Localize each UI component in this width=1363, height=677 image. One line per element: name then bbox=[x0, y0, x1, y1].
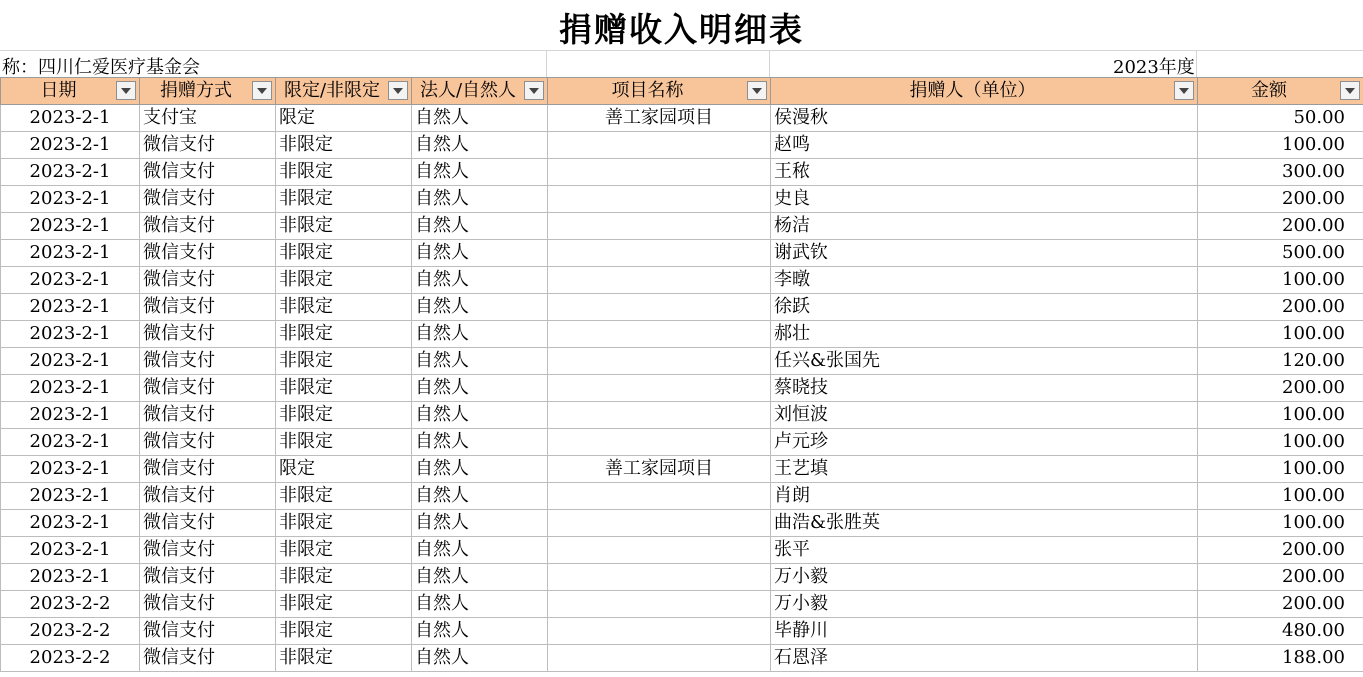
donor-type-cell[interactable]: 自然人 bbox=[412, 618, 548, 645]
method-cell[interactable]: 微信支付 bbox=[140, 537, 276, 564]
method-cell[interactable]: 微信支付 bbox=[140, 591, 276, 618]
column-header-label: 法人/自然人 bbox=[419, 80, 517, 101]
method-cell[interactable]: 微信支付 bbox=[140, 483, 276, 510]
table-row bbox=[1, 645, 1363, 672]
amount-cell[interactable]: 50.00 bbox=[1198, 105, 1363, 132]
dropdown-arrow-icon bbox=[529, 88, 539, 94]
amount-cell[interactable]: 100.00 bbox=[1198, 321, 1363, 348]
project-cell[interactable] bbox=[548, 564, 771, 591]
donor-cell[interactable]: 郝壮 bbox=[771, 321, 1198, 348]
donor-cell[interactable]: 徐跃 bbox=[771, 294, 1198, 321]
method-cell[interactable]: 微信支付 bbox=[140, 645, 276, 672]
donor-cell[interactable]: 石恩泽 bbox=[771, 645, 1198, 672]
date-cell[interactable]: 2023-2-2 bbox=[1, 645, 140, 672]
column-header[interactable] bbox=[412, 78, 548, 105]
filter-dropdown-button[interactable] bbox=[388, 81, 408, 100]
column-header[interactable] bbox=[1, 78, 140, 105]
donor-type-cell[interactable]: 自然人 bbox=[412, 321, 548, 348]
donor-cell[interactable]: 杨洁 bbox=[771, 213, 1198, 240]
dropdown-arrow-icon bbox=[257, 88, 267, 94]
project-cell[interactable] bbox=[548, 159, 771, 186]
date-cell[interactable]: 2023-2-1 bbox=[1, 240, 140, 267]
filter-dropdown-button[interactable] bbox=[252, 81, 272, 100]
project-cell[interactable] bbox=[548, 429, 771, 456]
restriction-cell[interactable]: 非限定 bbox=[276, 132, 412, 159]
project-cell[interactable]: 善工家园项目 bbox=[548, 456, 771, 483]
column-header-label: 限定/非限定 bbox=[283, 80, 381, 101]
project-cell[interactable] bbox=[548, 537, 771, 564]
amount-cell[interactable]: 100.00 bbox=[1198, 132, 1363, 159]
donor-type-cell[interactable]: 自然人 bbox=[412, 375, 548, 402]
cell-divider bbox=[769, 50, 770, 77]
restriction-cell[interactable]: 非限定 bbox=[276, 483, 412, 510]
fiscal-year-label[interactable]: 2023年度 bbox=[1113, 57, 1195, 78]
column-header[interactable] bbox=[140, 78, 276, 105]
restriction-cell[interactable]: 非限定 bbox=[276, 213, 412, 240]
date-cell[interactable]: 2023-2-2 bbox=[1, 591, 140, 618]
method-cell[interactable]: 微信支付 bbox=[140, 132, 276, 159]
donor-type-cell[interactable]: 自然人 bbox=[412, 510, 548, 537]
donor-type-cell[interactable]: 自然人 bbox=[412, 456, 548, 483]
donor-cell[interactable]: 王秾 bbox=[771, 159, 1198, 186]
table-row bbox=[1, 186, 1363, 213]
info-row bbox=[0, 50, 1363, 78]
donor-type-cell[interactable]: 自然人 bbox=[412, 402, 548, 429]
donor-cell[interactable]: 王艺填 bbox=[771, 456, 1198, 483]
amount-cell[interactable]: 300.00 bbox=[1198, 159, 1363, 186]
column-header-label: 捐赠人（单位） bbox=[909, 80, 1036, 101]
table-row bbox=[1, 510, 1363, 537]
restriction-cell[interactable]: 非限定 bbox=[276, 159, 412, 186]
project-cell[interactable] bbox=[548, 132, 771, 159]
filter-dropdown-button[interactable] bbox=[747, 81, 767, 100]
project-cell[interactable] bbox=[548, 402, 771, 429]
donor-cell[interactable]: 曲浩&张胜英 bbox=[771, 510, 1198, 537]
date-cell[interactable]: 2023-2-1 bbox=[1, 456, 140, 483]
table-row bbox=[1, 429, 1363, 456]
table-row bbox=[1, 537, 1363, 564]
donor-type-cell[interactable]: 自然人 bbox=[412, 105, 548, 132]
method-cell[interactable]: 微信支付 bbox=[140, 618, 276, 645]
amount-cell[interactable]: 500.00 bbox=[1198, 240, 1363, 267]
restriction-cell[interactable]: 非限定 bbox=[276, 645, 412, 672]
method-cell[interactable]: 微信支付 bbox=[140, 429, 276, 456]
donor-cell[interactable]: 侯漫秋 bbox=[771, 105, 1198, 132]
table-row bbox=[1, 618, 1363, 645]
method-cell[interactable]: 微信支付 bbox=[140, 375, 276, 402]
restriction-cell[interactable]: 非限定 bbox=[276, 240, 412, 267]
method-cell[interactable]: 微信支付 bbox=[140, 348, 276, 375]
donor-cell[interactable]: 赵鸣 bbox=[771, 132, 1198, 159]
date-cell[interactable]: 2023-2-1 bbox=[1, 294, 140, 321]
project-cell[interactable] bbox=[548, 618, 771, 645]
table-row bbox=[1, 402, 1363, 429]
amount-cell[interactable]: 200.00 bbox=[1198, 564, 1363, 591]
amount-cell[interactable]: 100.00 bbox=[1198, 402, 1363, 429]
column-header-label: 项目名称 bbox=[611, 80, 684, 101]
method-cell[interactable]: 微信支付 bbox=[140, 159, 276, 186]
amount-cell[interactable]: 200.00 bbox=[1198, 213, 1363, 240]
date-cell[interactable]: 2023-2-1 bbox=[1, 510, 140, 537]
dropdown-arrow-icon bbox=[752, 88, 762, 94]
project-cell[interactable] bbox=[548, 240, 771, 267]
table-row bbox=[1, 213, 1363, 240]
donor-type-cell[interactable]: 自然人 bbox=[412, 537, 548, 564]
donor-type-cell[interactable]: 自然人 bbox=[412, 159, 548, 186]
donor-cell[interactable]: 任兴&张国先 bbox=[771, 348, 1198, 375]
donor-type-cell[interactable]: 自然人 bbox=[412, 294, 548, 321]
project-cell[interactable]: 善工家园项目 bbox=[548, 105, 771, 132]
project-cell[interactable] bbox=[548, 591, 771, 618]
table-row bbox=[1, 240, 1363, 267]
table-row bbox=[1, 132, 1363, 159]
date-cell[interactable]: 2023-2-1 bbox=[1, 186, 140, 213]
donor-type-cell[interactable]: 自然人 bbox=[412, 483, 548, 510]
restriction-cell[interactable]: 非限定 bbox=[276, 375, 412, 402]
donor-cell[interactable]: 谢武钦 bbox=[771, 240, 1198, 267]
project-cell[interactable] bbox=[548, 321, 771, 348]
donor-cell[interactable]: 卢元珍 bbox=[771, 429, 1198, 456]
dropdown-arrow-icon bbox=[1179, 88, 1189, 94]
method-cell[interactable]: 微信支付 bbox=[140, 321, 276, 348]
project-cell[interactable] bbox=[548, 186, 771, 213]
date-cell[interactable]: 2023-2-1 bbox=[1, 132, 140, 159]
method-cell[interactable]: 微信支付 bbox=[140, 402, 276, 429]
date-cell[interactable]: 2023-2-1 bbox=[1, 375, 140, 402]
restriction-cell[interactable]: 限定 bbox=[276, 105, 412, 132]
donor-type-cell[interactable]: 自然人 bbox=[412, 132, 548, 159]
method-cell[interactable]: 微信支付 bbox=[140, 186, 276, 213]
column-header[interactable] bbox=[1198, 78, 1363, 105]
column-header[interactable] bbox=[771, 78, 1198, 105]
method-cell[interactable]: 微信支付 bbox=[140, 564, 276, 591]
method-cell[interactable]: 微信支付 bbox=[140, 456, 276, 483]
restriction-cell[interactable]: 限定 bbox=[276, 456, 412, 483]
donor-type-cell[interactable]: 自然人 bbox=[412, 267, 548, 294]
restriction-cell[interactable]: 非限定 bbox=[276, 429, 412, 456]
donor-type-cell[interactable]: 自然人 bbox=[412, 240, 548, 267]
column-header-label: 日期 bbox=[40, 80, 77, 101]
restriction-cell[interactable]: 非限定 bbox=[276, 348, 412, 375]
amount-cell[interactable]: 480.00 bbox=[1198, 618, 1363, 645]
donor-type-cell[interactable]: 自然人 bbox=[412, 186, 548, 213]
donor-cell[interactable]: 张平 bbox=[771, 537, 1198, 564]
donor-cell[interactable]: 刘恒波 bbox=[771, 402, 1198, 429]
table-row bbox=[1, 456, 1363, 483]
donor-type-cell[interactable]: 自然人 bbox=[412, 348, 548, 375]
date-cell[interactable]: 2023-2-1 bbox=[1, 159, 140, 186]
table-body bbox=[1, 105, 1363, 672]
donor-cell[interactable]: 李暾 bbox=[771, 267, 1198, 294]
amount-cell[interactable]: 200.00 bbox=[1198, 591, 1363, 618]
table-row bbox=[1, 321, 1363, 348]
amount-cell[interactable]: 200.00 bbox=[1198, 294, 1363, 321]
restriction-cell[interactable]: 非限定 bbox=[276, 537, 412, 564]
donor-cell[interactable]: 毕静川 bbox=[771, 618, 1198, 645]
date-cell[interactable]: 2023-2-1 bbox=[1, 348, 140, 375]
donor-cell[interactable]: 史良 bbox=[771, 186, 1198, 213]
amount-cell[interactable]: 100.00 bbox=[1198, 510, 1363, 537]
table-row bbox=[1, 564, 1363, 591]
column-header[interactable] bbox=[548, 78, 771, 105]
project-cell[interactable] bbox=[548, 348, 771, 375]
table-row bbox=[1, 375, 1363, 402]
amount-cell[interactable]: 100.00 bbox=[1198, 429, 1363, 456]
donor-type-cell[interactable]: 自然人 bbox=[412, 429, 548, 456]
project-cell[interactable] bbox=[548, 510, 771, 537]
method-cell[interactable]: 微信支付 bbox=[140, 267, 276, 294]
restriction-cell[interactable]: 非限定 bbox=[276, 618, 412, 645]
amount-cell[interactable]: 100.00 bbox=[1198, 483, 1363, 510]
date-cell[interactable]: 2023-2-1 bbox=[1, 402, 140, 429]
donor-cell[interactable]: 蔡晓技 bbox=[771, 375, 1198, 402]
donor-cell[interactable]: 万小毅 bbox=[771, 591, 1198, 618]
method-cell[interactable]: 微信支付 bbox=[140, 213, 276, 240]
amount-cell[interactable]: 200.00 bbox=[1198, 186, 1363, 213]
project-cell[interactable] bbox=[548, 294, 771, 321]
donor-type-cell[interactable]: 自然人 bbox=[412, 645, 548, 672]
amount-cell[interactable]: 200.00 bbox=[1198, 537, 1363, 564]
restriction-cell[interactable]: 非限定 bbox=[276, 321, 412, 348]
project-cell[interactable] bbox=[548, 213, 771, 240]
date-cell[interactable]: 2023-2-1 bbox=[1, 321, 140, 348]
project-cell[interactable] bbox=[548, 267, 771, 294]
amount-cell[interactable]: 100.00 bbox=[1198, 456, 1363, 483]
title-row bbox=[0, 0, 1363, 51]
amount-cell[interactable]: 120.00 bbox=[1198, 348, 1363, 375]
method-cell[interactable]: 微信支付 bbox=[140, 510, 276, 537]
donor-type-cell[interactable]: 自然人 bbox=[412, 564, 548, 591]
method-cell[interactable]: 支付宝 bbox=[140, 105, 276, 132]
restriction-cell[interactable]: 非限定 bbox=[276, 402, 412, 429]
table-row bbox=[1, 159, 1363, 186]
donor-type-cell[interactable]: 自然人 bbox=[412, 591, 548, 618]
date-cell[interactable]: 2023-2-1 bbox=[1, 483, 140, 510]
restriction-cell[interactable]: 非限定 bbox=[276, 294, 412, 321]
date-cell[interactable]: 2023-2-1 bbox=[1, 213, 140, 240]
donor-type-cell[interactable]: 自然人 bbox=[412, 213, 548, 240]
table-row bbox=[1, 591, 1363, 618]
amount-cell[interactable]: 188.00 bbox=[1198, 645, 1363, 672]
date-cell[interactable]: 2023-2-1 bbox=[1, 105, 140, 132]
restriction-cell[interactable]: 非限定 bbox=[276, 186, 412, 213]
donation-table bbox=[0, 77, 1363, 672]
restriction-cell[interactable]: 非限定 bbox=[276, 591, 412, 618]
organization-label[interactable]: 称：四川仁爱医疗基金会 bbox=[2, 57, 200, 78]
filter-dropdown-button[interactable] bbox=[1340, 81, 1360, 100]
date-cell[interactable]: 2023-2-1 bbox=[1, 564, 140, 591]
column-header[interactable] bbox=[276, 78, 412, 105]
date-cell[interactable]: 2023-2-1 bbox=[1, 429, 140, 456]
table-row bbox=[1, 348, 1363, 375]
table-row bbox=[1, 267, 1363, 294]
date-cell[interactable]: 2023-2-1 bbox=[1, 537, 140, 564]
filter-dropdown-button[interactable] bbox=[116, 81, 136, 100]
column-header-label: 捐赠方式 bbox=[160, 80, 232, 101]
cell-divider bbox=[1196, 50, 1197, 77]
sheet-title[interactable]: 捐赠收入明细表 bbox=[559, 10, 804, 49]
date-cell[interactable]: 2023-2-2 bbox=[1, 618, 140, 645]
column-header-label: 金额 bbox=[1251, 80, 1287, 101]
restriction-cell[interactable]: 非限定 bbox=[276, 510, 412, 537]
method-cell[interactable]: 微信支付 bbox=[140, 294, 276, 321]
amount-cell[interactable]: 200.00 bbox=[1198, 375, 1363, 402]
restriction-cell[interactable]: 非限定 bbox=[276, 267, 412, 294]
donor-cell[interactable]: 万小毅 bbox=[771, 564, 1198, 591]
dropdown-arrow-icon bbox=[121, 88, 131, 94]
filter-dropdown-button[interactable] bbox=[1174, 81, 1194, 100]
donor-cell[interactable]: 肖朗 bbox=[771, 483, 1198, 510]
date-cell[interactable]: 2023-2-1 bbox=[1, 267, 140, 294]
project-cell[interactable] bbox=[548, 375, 771, 402]
header-row bbox=[1, 78, 1363, 105]
dropdown-arrow-icon bbox=[1345, 88, 1355, 94]
cell-divider bbox=[546, 50, 547, 77]
project-cell[interactable] bbox=[548, 483, 771, 510]
filter-dropdown-button[interactable] bbox=[524, 81, 544, 100]
method-cell[interactable]: 微信支付 bbox=[140, 240, 276, 267]
table-row bbox=[1, 483, 1363, 510]
dropdown-arrow-icon bbox=[393, 88, 403, 94]
table-row bbox=[1, 105, 1363, 132]
amount-cell[interactable]: 100.00 bbox=[1198, 267, 1363, 294]
project-cell[interactable] bbox=[548, 645, 771, 672]
table-row bbox=[1, 294, 1363, 321]
restriction-cell[interactable]: 非限定 bbox=[276, 564, 412, 591]
